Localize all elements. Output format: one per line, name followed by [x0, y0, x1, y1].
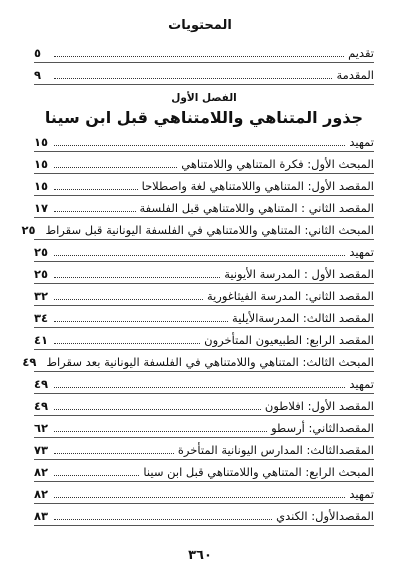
dot-leader [54, 430, 267, 432]
toc-entry-page: ١٧ [34, 201, 49, 215]
toc-entry [34, 331, 374, 350]
toc-entry [34, 441, 374, 460]
dot-leader [54, 474, 139, 476]
page-title: المحتويات [168, 18, 232, 33]
toc-entry-label: المقصد الثاني: المدرسة الفيثاغورية [206, 289, 374, 303]
toc-entry [34, 463, 374, 482]
dot-leader [54, 188, 138, 190]
toc-entry-page: ٨٢ [34, 487, 49, 501]
toc-entry [34, 243, 374, 262]
dot-leader [54, 342, 200, 344]
dot-leader [54, 55, 344, 57]
toc-entry [34, 199, 374, 218]
toc-entry-label: المقصد الثاني : المتناهي واللامتناهي قبل الفلسفة [139, 201, 374, 215]
dot-leader [54, 298, 203, 300]
dot-leader [54, 210, 136, 212]
dot-leader [54, 320, 228, 322]
toc-entry-page: ٢٥ [34, 267, 49, 281]
toc-entry [34, 375, 374, 394]
toc-entry-page: ٣٢ [34, 289, 49, 303]
toc-entry-page: ٤٩ [34, 377, 49, 391]
toc-entry-page: ٨٢ [34, 465, 49, 479]
toc-entry-page: ٤٩ [34, 399, 49, 413]
toc-entry [34, 397, 374, 416]
toc-entry-label: المقصد الثالث: المدرسةالأيلية [232, 311, 374, 325]
toc-entry [34, 133, 374, 152]
toc-entry-label: تمهيد [349, 245, 374, 259]
toc-entry [34, 66, 374, 85]
dot-leader [54, 276, 220, 278]
toc-entry-label: تمهيد [349, 135, 374, 149]
dot-leader [54, 166, 177, 168]
toc-entry-page: ٢٥ [34, 245, 49, 259]
toc-entry-label: المبحث الثاني: المتناهي واللامتناهي في الفلسفة اليونانية قبل سقراط [45, 223, 374, 237]
toc-entry-label: تقديم [348, 46, 374, 60]
toc-entry-page: ١٥ [34, 135, 49, 149]
toc-entry-page: ٥ [34, 46, 42, 60]
toc-entry-page: ٩ [34, 68, 42, 82]
dot-leader [54, 254, 345, 256]
toc-entry [34, 177, 374, 196]
toc-entry-page: ١٥ [34, 179, 49, 193]
toc-entry [34, 485, 374, 504]
toc-entry-label: المبحث الأول: فكرة المتناهي واللامتناهي [181, 157, 374, 171]
chapter-label: الفصل الأول [171, 92, 237, 104]
toc-entries [21, 133, 374, 526]
dot-leader [54, 496, 345, 498]
toc-entry-page: ٧٣ [34, 443, 49, 457]
dot-leader [54, 77, 332, 79]
toc-entry-page: ١٥ [34, 157, 49, 171]
toc-entry [22, 353, 374, 372]
toc-entry [21, 221, 374, 240]
toc-entry-label: المقصد الأول: المتناهي واللامتناهي لغة واصطلاحا [141, 179, 374, 193]
toc-entry [34, 44, 374, 63]
toc-entry [34, 287, 374, 306]
dot-leader [54, 144, 345, 146]
toc-entry [34, 419, 374, 438]
toc-entry-label: المقصدالأول: الكندي [276, 509, 374, 523]
dot-leader [54, 518, 272, 520]
page-number: ٣٦٠ [188, 548, 212, 563]
table-of-contents [21, 44, 374, 529]
toc-entry-label: تمهيد [349, 377, 374, 391]
toc-entry-page: ٨٣ [34, 509, 49, 523]
toc-entry-page: ٦٢ [34, 421, 49, 435]
toc-entry-label: المقصد الرابع: الطبيعيون المتأخرون [204, 333, 374, 347]
toc-entry-label: المقصد الأول : المدرسة الأيونية [224, 267, 374, 281]
toc-entry [34, 309, 374, 328]
toc-entry-label: المقصدالثاني: أرسطو [271, 421, 374, 435]
toc-entry-page: ٤٩ [22, 355, 37, 369]
toc-entry-label: المقدمة [336, 68, 374, 82]
toc-entry-label: المبحث الرابع: المتناهي واللامتناهي قبل ابن سينا [143, 465, 374, 479]
toc-entry-label: المقصد الأول: افلاطون [264, 399, 374, 413]
intro-entries [34, 44, 374, 85]
toc-entry-label: تمهيد [349, 487, 374, 501]
chapter-title: جذور المتناهي واللامتناهي قبل ابن سينا [44, 108, 364, 127]
toc-entry-page: ٤١ [34, 333, 49, 347]
dot-leader [54, 452, 174, 454]
toc-entry-page: ٣٤ [34, 311, 49, 325]
dot-leader [54, 408, 261, 410]
toc-entry-label: المبحث الثالث: المتناهي واللامتناهي في الفلسفة اليونانية بعد سقراط [46, 355, 374, 369]
toc-entry-page: ٢٥ [21, 223, 36, 237]
toc-entry [34, 155, 374, 174]
toc-entry-label: المقصدالثالث: المدارس اليونانية المتأخرة [177, 443, 374, 457]
dot-leader [54, 386, 345, 388]
toc-entry [34, 265, 374, 284]
toc-entry [34, 507, 374, 526]
